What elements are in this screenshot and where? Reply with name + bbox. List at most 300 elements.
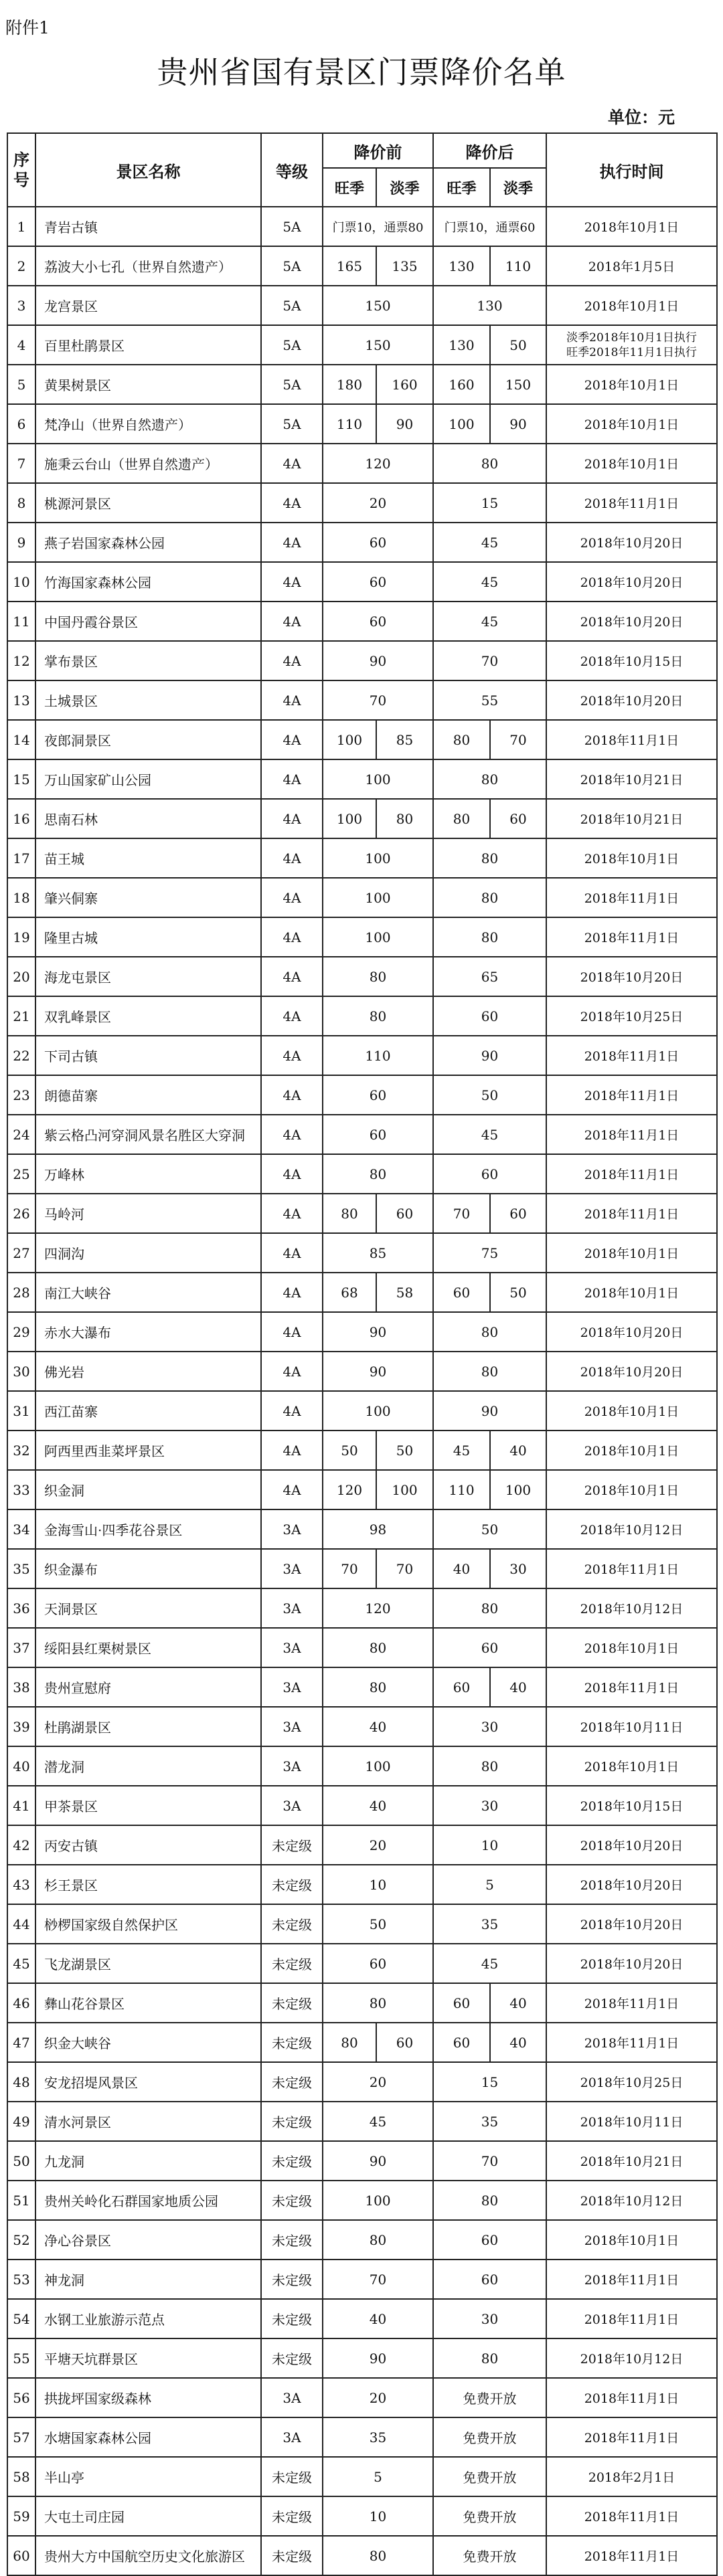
cell-before-price: 35 bbox=[323, 2417, 433, 2457]
cell-grade: 4A bbox=[261, 838, 323, 878]
cell-exec-time: 2018年10月21日 bbox=[546, 2141, 717, 2181]
table-row bbox=[7, 1154, 717, 1194]
cell-exec-time: 2018年11月1日 bbox=[546, 2417, 717, 2457]
cell-before-price: 100 bbox=[323, 1391, 433, 1431]
cell-exec-time: 2018年10月20日 bbox=[546, 1825, 717, 1865]
cell-after-price: 130 bbox=[433, 286, 546, 325]
cell-seq: 45 bbox=[7, 1944, 35, 1983]
cell-seq: 40 bbox=[7, 1746, 35, 1786]
table-row bbox=[7, 325, 717, 365]
cell-name: 双乳峰景区 bbox=[35, 996, 261, 1036]
cell-before-off: 60 bbox=[376, 1194, 433, 1233]
cell-after-price: 免费开放 bbox=[433, 2457, 546, 2496]
cell-name: 马岭河 bbox=[35, 1194, 261, 1233]
cell-grade: 3A bbox=[261, 1628, 323, 1667]
cell-before-price: 120 bbox=[323, 1588, 433, 1628]
table-row bbox=[7, 2023, 717, 2062]
cell-after-off: 110 bbox=[490, 246, 546, 286]
cell-grade: 4A bbox=[261, 1273, 323, 1312]
cell-name: 施秉云台山（世界自然遗产） bbox=[35, 444, 261, 483]
cell-after-off: 90 bbox=[490, 404, 546, 444]
cell-before-price: 90 bbox=[323, 1312, 433, 1352]
cell-after-off: 40 bbox=[490, 1983, 546, 2023]
cell-name: 净心谷景区 bbox=[35, 2220, 261, 2260]
cell-name: 平塘天坑群景区 bbox=[35, 2338, 261, 2378]
cell-grade: 4A bbox=[261, 1312, 323, 1352]
cell-after-price: 50 bbox=[433, 1509, 546, 1549]
cell-after-price: 90 bbox=[433, 1391, 546, 1431]
cell-grade: 未定级 bbox=[261, 2299, 323, 2338]
cell-grade: 4A bbox=[261, 641, 323, 680]
cell-name: 万山国家矿山公园 bbox=[35, 759, 261, 799]
cell-grade: 3A bbox=[261, 1509, 323, 1549]
cell-after-price: 80 bbox=[433, 1352, 546, 1391]
table-row bbox=[7, 2062, 717, 2102]
table-row bbox=[7, 2378, 717, 2417]
cell-exec-time: 2018年11月1日 bbox=[546, 1036, 717, 1075]
cell-exec-time: 2018年11月1日 bbox=[546, 1983, 717, 2023]
cell-grade: 5A bbox=[261, 404, 323, 444]
cell-grade: 未定级 bbox=[261, 2181, 323, 2220]
cell-after-price: 45 bbox=[433, 562, 546, 602]
table-row bbox=[7, 641, 717, 680]
header-after: 降价后 bbox=[433, 133, 546, 168]
cell-before-price: 40 bbox=[323, 1786, 433, 1825]
unit-label: 单位：元 bbox=[607, 108, 675, 127]
cell-before-price: 45 bbox=[323, 2102, 433, 2141]
cell-name: 阿西里西韭菜坪景区 bbox=[35, 1431, 261, 1470]
cell-exec-time: 2018年11月1日 bbox=[546, 1115, 717, 1154]
cell-before-price: 60 bbox=[323, 562, 433, 602]
table-row bbox=[7, 2181, 717, 2220]
cell-before-peak: 100 bbox=[323, 799, 376, 838]
cell-before-peak: 180 bbox=[323, 365, 376, 404]
cell-before-price: 98 bbox=[323, 1509, 433, 1549]
table-row bbox=[7, 1549, 717, 1588]
cell-exec-time: 2018年10月12日 bbox=[546, 2338, 717, 2378]
cell-grade: 未定级 bbox=[261, 2536, 323, 2575]
cell-seq: 33 bbox=[7, 1470, 35, 1509]
cell-seq: 38 bbox=[7, 1667, 35, 1707]
cell-grade: 未定级 bbox=[261, 1904, 323, 1944]
cell-name: 中国丹霞谷景区 bbox=[35, 602, 261, 641]
header-grade: 等级 bbox=[261, 133, 323, 207]
cell-seq: 27 bbox=[7, 1233, 35, 1273]
cell-grade: 4A bbox=[261, 680, 323, 720]
cell-name: 拱拢坪国家级森林 bbox=[35, 2378, 261, 2417]
cell-name: 梵净山（世界自然遗产） bbox=[35, 404, 261, 444]
cell-before-price: 80 bbox=[323, 996, 433, 1036]
cell-before-price: 120 bbox=[323, 444, 433, 483]
cell-name: 潜龙洞 bbox=[35, 1746, 261, 1786]
cell-exec-time: 2018年11月1日 bbox=[546, 1075, 717, 1115]
cell-before-price: 5 bbox=[323, 2457, 433, 2496]
table-row bbox=[7, 1115, 717, 1154]
cell-seq: 7 bbox=[7, 444, 35, 483]
cell-grade: 5A bbox=[261, 246, 323, 286]
cell-before-peak: 165 bbox=[323, 246, 376, 286]
cell-before-price: 80 bbox=[323, 2536, 433, 2575]
table-row bbox=[7, 2338, 717, 2378]
cell-seq: 47 bbox=[7, 2023, 35, 2062]
cell-seq: 17 bbox=[7, 838, 35, 878]
cell-name: 天洞景区 bbox=[35, 1588, 261, 1628]
cell-seq: 55 bbox=[7, 2338, 35, 2378]
cell-grade: 未定级 bbox=[261, 2260, 323, 2299]
table-row bbox=[7, 246, 717, 286]
cell-after-price: 80 bbox=[433, 759, 546, 799]
cell-name: 金海雪山·四季花谷景区 bbox=[35, 1509, 261, 1549]
cell-grade: 4A bbox=[261, 1036, 323, 1075]
cell-name: 燕子岩国家森林公园 bbox=[35, 523, 261, 562]
cell-name: 杉王景区 bbox=[35, 1865, 261, 1904]
cell-exec-time: 2018年10月1日 bbox=[546, 1746, 717, 1786]
cell-exec-time: 2018年10月1日 bbox=[546, 838, 717, 878]
cell-after-price: 30 bbox=[433, 2299, 546, 2338]
header-name: 景区名称 bbox=[35, 133, 261, 207]
cell-grade: 未定级 bbox=[261, 2062, 323, 2102]
cell-exec-time: 2018年10月1日 bbox=[546, 286, 717, 325]
cell-grade: 5A bbox=[261, 207, 323, 246]
cell-after-off: 150 bbox=[490, 365, 546, 404]
cell-seq: 51 bbox=[7, 2181, 35, 2220]
cell-before-price: 60 bbox=[323, 1075, 433, 1115]
cell-before-price: 110 bbox=[323, 1036, 433, 1075]
cell-before-off: 85 bbox=[376, 720, 433, 759]
cell-seq: 32 bbox=[7, 1431, 35, 1470]
cell-name: 四洞沟 bbox=[35, 1233, 261, 1273]
cell-seq: 8 bbox=[7, 483, 35, 523]
cell-after-price: 80 bbox=[433, 444, 546, 483]
cell-after-price: 80 bbox=[433, 1588, 546, 1628]
cell-after-price: 35 bbox=[433, 1904, 546, 1944]
cell-grade: 3A bbox=[261, 1549, 323, 1588]
cell-exec-time: 2018年10月20日 bbox=[546, 523, 717, 562]
table-row bbox=[7, 523, 717, 562]
cell-name: 丙安古镇 bbox=[35, 1825, 261, 1865]
cell-before-peak: 80 bbox=[323, 2023, 376, 2062]
cell-name: 下司古镇 bbox=[35, 1036, 261, 1075]
cell-name: 西江苗寨 bbox=[35, 1391, 261, 1431]
cell-grade: 4A bbox=[261, 957, 323, 996]
table-row bbox=[7, 1825, 717, 1865]
table-row bbox=[7, 207, 717, 246]
cell-exec-time: 淡季2018年10月1日执行 旺季2018年11月1日执行 bbox=[546, 325, 717, 365]
cell-after-off: 60 bbox=[490, 1194, 546, 1233]
cell-after-price: 45 bbox=[433, 1115, 546, 1154]
cell-exec-time: 2018年10月20日 bbox=[546, 1865, 717, 1904]
cell-after-price: 80 bbox=[433, 1746, 546, 1786]
cell-exec-time: 2018年11月1日 bbox=[546, 720, 717, 759]
cell-after-price: 80 bbox=[433, 2338, 546, 2378]
cell-exec-time: 2018年10月20日 bbox=[546, 680, 717, 720]
cell-seq: 53 bbox=[7, 2260, 35, 2299]
cell-after-price: 60 bbox=[433, 2220, 546, 2260]
table-row bbox=[7, 365, 717, 404]
table-row bbox=[7, 1233, 717, 1273]
cell-after-price: 30 bbox=[433, 1707, 546, 1746]
cell-before-price: 70 bbox=[323, 680, 433, 720]
cell-grade: 未定级 bbox=[261, 1865, 323, 1904]
cell-name: 苗王城 bbox=[35, 838, 261, 878]
cell-after-off: 30 bbox=[490, 1549, 546, 1588]
cell-after-off: 70 bbox=[490, 720, 546, 759]
cell-after-price: 10 bbox=[433, 1825, 546, 1865]
cell-grade: 4A bbox=[261, 799, 323, 838]
table-row bbox=[7, 1470, 717, 1509]
cell-before-price: 80 bbox=[323, 1154, 433, 1194]
table-row bbox=[7, 1746, 717, 1786]
cell-before-price: 150 bbox=[323, 286, 433, 325]
cell-seq: 39 bbox=[7, 1707, 35, 1746]
cell-after-price: 30 bbox=[433, 1786, 546, 1825]
cell-seq: 3 bbox=[7, 286, 35, 325]
cell-seq: 49 bbox=[7, 2102, 35, 2141]
cell-after-price: 45 bbox=[433, 1944, 546, 1983]
cell-after-peak: 80 bbox=[433, 720, 490, 759]
table-row bbox=[7, 680, 717, 720]
cell-after-price: 60 bbox=[433, 1154, 546, 1194]
table-row bbox=[7, 759, 717, 799]
cell-exec-time: 2018年10月1日 bbox=[546, 1391, 717, 1431]
cell-name: 百里杜鹃景区 bbox=[35, 325, 261, 365]
cell-name: 彝山花谷景区 bbox=[35, 1983, 261, 2023]
cell-exec-time: 2018年10月12日 bbox=[546, 1588, 717, 1628]
cell-exec-time: 2018年11月1日 bbox=[546, 917, 717, 957]
table-row bbox=[7, 1588, 717, 1628]
cell-seq: 16 bbox=[7, 799, 35, 838]
cell-seq: 22 bbox=[7, 1036, 35, 1075]
cell-grade: 4A bbox=[261, 444, 323, 483]
cell-after-peak: 45 bbox=[433, 1431, 490, 1470]
table-row bbox=[7, 2102, 717, 2141]
cell-after-price: 15 bbox=[433, 483, 546, 523]
cell-name: 掌布景区 bbox=[35, 641, 261, 680]
cell-seq: 30 bbox=[7, 1352, 35, 1391]
table-row bbox=[7, 286, 717, 325]
cell-after-peak: 60 bbox=[433, 1983, 490, 2023]
table-row bbox=[7, 1904, 717, 1944]
cell-seq: 25 bbox=[7, 1154, 35, 1194]
cell-seq: 5 bbox=[7, 365, 35, 404]
attachment-label: 附件1 bbox=[5, 18, 50, 37]
table-row bbox=[7, 1075, 717, 1115]
header-before-peak: 旺季 bbox=[323, 168, 376, 207]
cell-after-price: 5 bbox=[433, 1865, 546, 1904]
cell-seq: 28 bbox=[7, 1273, 35, 1312]
cell-seq: 31 bbox=[7, 1391, 35, 1431]
cell-grade: 4A bbox=[261, 523, 323, 562]
cell-grade: 4A bbox=[261, 1154, 323, 1194]
table-row bbox=[7, 2496, 717, 2536]
cell-grade: 4A bbox=[261, 1391, 323, 1431]
table-row bbox=[7, 1667, 717, 1707]
cell-after-off: 50 bbox=[490, 1273, 546, 1312]
cell-after-price: 65 bbox=[433, 957, 546, 996]
cell-grade: 4A bbox=[261, 1115, 323, 1154]
cell-name: 织金瀑布 bbox=[35, 1549, 261, 1588]
cell-before-price: 90 bbox=[323, 641, 433, 680]
table-row bbox=[7, 720, 717, 759]
cell-before-off: 90 bbox=[376, 404, 433, 444]
cell-seq: 4 bbox=[7, 325, 35, 365]
cell-exec-time: 2018年2月1日 bbox=[546, 2457, 717, 2496]
cell-before-off: 50 bbox=[376, 1431, 433, 1470]
cell-grade: 4A bbox=[261, 1470, 323, 1509]
cell-seq: 42 bbox=[7, 1825, 35, 1865]
cell-grade: 未定级 bbox=[261, 2023, 323, 2062]
cell-grade: 3A bbox=[261, 1707, 323, 1746]
cell-after-price: 70 bbox=[433, 2141, 546, 2181]
cell-name: 安龙招堤风景区 bbox=[35, 2062, 261, 2102]
cell-grade: 5A bbox=[261, 365, 323, 404]
table-row bbox=[7, 1273, 717, 1312]
cell-grade: 未定级 bbox=[261, 1983, 323, 2023]
table-row bbox=[7, 1391, 717, 1431]
cell-exec-time: 2018年10月25日 bbox=[546, 2062, 717, 2102]
cell-name: 夜郎洞景区 bbox=[35, 720, 261, 759]
cell-after-price: 35 bbox=[433, 2102, 546, 2141]
cell-grade: 未定级 bbox=[261, 2496, 323, 2536]
cell-after-peak: 60 bbox=[433, 1273, 490, 1312]
cell-after-price: 80 bbox=[433, 838, 546, 878]
cell-before-peak: 68 bbox=[323, 1273, 376, 1312]
table-row bbox=[7, 1312, 717, 1352]
cell-grade: 3A bbox=[261, 1746, 323, 1786]
cell-before-price: 60 bbox=[323, 1115, 433, 1154]
table-row bbox=[7, 483, 717, 523]
table-row bbox=[7, 1865, 717, 1904]
cell-exec-time: 2018年10月20日 bbox=[546, 1352, 717, 1391]
cell-name: 清水河景区 bbox=[35, 2102, 261, 2141]
cell-seq: 18 bbox=[7, 878, 35, 917]
cell-grade: 4A bbox=[261, 1075, 323, 1115]
cell-exec-time: 2018年10月20日 bbox=[546, 957, 717, 996]
cell-exec-time: 2018年10月1日 bbox=[546, 1431, 717, 1470]
cell-name: 荔波大小七孔（世界自然遗产） bbox=[35, 246, 261, 286]
cell-before-off: 100 bbox=[376, 1470, 433, 1509]
cell-exec-time: 2018年11月1日 bbox=[546, 2260, 717, 2299]
cell-name: 贵州关岭化石群国家地质公园 bbox=[35, 2181, 261, 2220]
cell-after-price: 免费开放 bbox=[433, 2417, 546, 2457]
table-row bbox=[7, 1944, 717, 1983]
cell-exec-time: 2018年10月25日 bbox=[546, 996, 717, 1036]
cell-before-peak: 50 bbox=[323, 1431, 376, 1470]
cell-exec-time: 2018年10月20日 bbox=[546, 602, 717, 641]
cell-seq: 6 bbox=[7, 404, 35, 444]
cell-seq: 58 bbox=[7, 2457, 35, 2496]
cell-grade: 未定级 bbox=[261, 2220, 323, 2260]
cell-before-price: 80 bbox=[323, 957, 433, 996]
cell-seq: 15 bbox=[7, 759, 35, 799]
cell-name: 海龙屯景区 bbox=[35, 957, 261, 996]
cell-after-price: 75 bbox=[433, 1233, 546, 1273]
cell-seq: 12 bbox=[7, 641, 35, 680]
cell-after-off: 40 bbox=[490, 2023, 546, 2062]
cell-name: 水钢工业旅游示范点 bbox=[35, 2299, 261, 2338]
cell-name: 竹海国家森林公园 bbox=[35, 562, 261, 602]
cell-exec-time: 2018年1月5日 bbox=[546, 246, 717, 286]
table-row bbox=[7, 2457, 717, 2496]
cell-before-price: 100 bbox=[323, 1746, 433, 1786]
table-row bbox=[7, 1983, 717, 2023]
cell-grade: 4A bbox=[261, 878, 323, 917]
header-after-off: 淡季 bbox=[490, 168, 546, 207]
cell-exec-time: 2018年10月21日 bbox=[546, 799, 717, 838]
table-row bbox=[7, 2536, 717, 2575]
table-row bbox=[7, 2141, 717, 2181]
cell-before-price: 20 bbox=[323, 2062, 433, 2102]
cell-name: 大屯土司庄园 bbox=[35, 2496, 261, 2536]
cell-exec-time: 2018年10月12日 bbox=[546, 1509, 717, 1549]
cell-exec-time: 2018年11月1日 bbox=[546, 2536, 717, 2575]
cell-before-price: 60 bbox=[323, 1944, 433, 1983]
cell-name: 青岩古镇 bbox=[35, 207, 261, 246]
cell-grade: 4A bbox=[261, 1194, 323, 1233]
cell-after-price: 80 bbox=[433, 917, 546, 957]
cell-exec-time: 2018年10月15日 bbox=[546, 641, 717, 680]
cell-grade: 未定级 bbox=[261, 2141, 323, 2181]
cell-exec-time: 2018年10月11日 bbox=[546, 1707, 717, 1746]
cell-exec-time: 2018年10月1日 bbox=[546, 207, 717, 246]
cell-exec-time: 2018年10月20日 bbox=[546, 1904, 717, 1944]
cell-before-price: 80 bbox=[323, 1983, 433, 2023]
cell-after-price: 免费开放 bbox=[433, 2536, 546, 2575]
cell-after-price: 45 bbox=[433, 602, 546, 641]
table-row bbox=[7, 1786, 717, 1825]
cell-after-off: 50 bbox=[490, 325, 546, 365]
cell-seq: 23 bbox=[7, 1075, 35, 1115]
cell-after-price: 80 bbox=[433, 2181, 546, 2220]
cell-exec-time: 2018年10月1日 bbox=[546, 404, 717, 444]
cell-after-price: 免费开放 bbox=[433, 2496, 546, 2536]
cell-name: 隆里古城 bbox=[35, 917, 261, 957]
header-exec-time: 执行时间 bbox=[546, 133, 717, 207]
cell-after-off: 60 bbox=[490, 799, 546, 838]
table-row bbox=[7, 878, 717, 917]
cell-grade: 4A bbox=[261, 996, 323, 1036]
cell-name: 贵州大方中国航空历史文化旅游区 bbox=[35, 2536, 261, 2575]
cell-exec-time: 2018年10月1日 bbox=[546, 1470, 717, 1509]
cell-before-off: 160 bbox=[376, 365, 433, 404]
cell-exec-time: 2018年10月1日 bbox=[546, 444, 717, 483]
cell-name: 朗德苗寨 bbox=[35, 1075, 261, 1115]
cell-after-peak: 80 bbox=[433, 799, 490, 838]
cell-before-price: 门票10，通票80 bbox=[323, 207, 433, 246]
cell-grade: 4A bbox=[261, 562, 323, 602]
table-row bbox=[7, 1628, 717, 1667]
header-seq: 序 号 bbox=[7, 133, 35, 207]
cell-grade: 3A bbox=[261, 1588, 323, 1628]
cell-name: 万峰林 bbox=[35, 1154, 261, 1194]
cell-grade: 未定级 bbox=[261, 1944, 323, 1983]
cell-after-price: 60 bbox=[433, 2260, 546, 2299]
cell-name: 黄果树景区 bbox=[35, 365, 261, 404]
cell-before-price: 80 bbox=[323, 1628, 433, 1667]
cell-exec-time: 2018年11月1日 bbox=[546, 2378, 717, 2417]
cell-grade: 5A bbox=[261, 325, 323, 365]
cell-seq: 13 bbox=[7, 680, 35, 720]
cell-before-price: 100 bbox=[323, 759, 433, 799]
table-body bbox=[7, 207, 717, 2575]
table-row bbox=[7, 2260, 717, 2299]
table-row bbox=[7, 957, 717, 996]
cell-exec-time: 2018年11月1日 bbox=[546, 2023, 717, 2062]
cell-after-price: 80 bbox=[433, 878, 546, 917]
cell-name: 桃源河景区 bbox=[35, 483, 261, 523]
cell-seq: 9 bbox=[7, 523, 35, 562]
cell-exec-time: 2018年10月15日 bbox=[546, 1786, 717, 1825]
